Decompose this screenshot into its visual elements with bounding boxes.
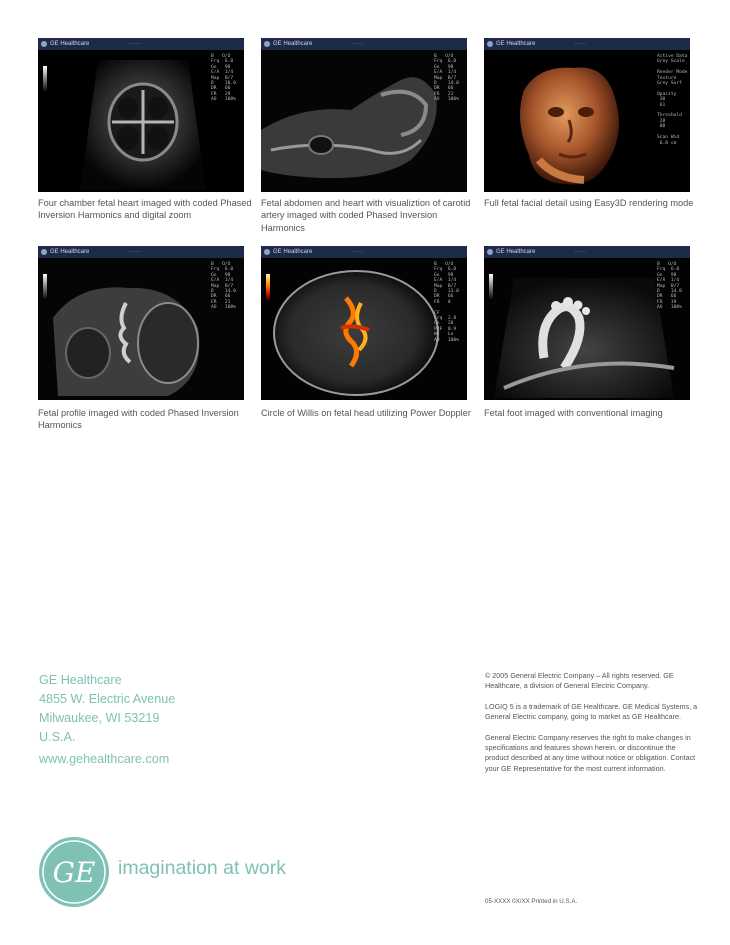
ge-logo-icon bbox=[487, 41, 493, 47]
ultrasound-image-abdomen: GE Healthcare ······· B O/O Frq 6.0 Gn 98 E/A 1/4 Map B/7 D 14.0 DR 66 FR 21 AO 100% bbox=[261, 38, 467, 192]
image-caption: Fetal foot imaged with conventional imaging bbox=[484, 408, 663, 418]
ge-logo-icon bbox=[264, 249, 270, 255]
ge-logo-icon bbox=[41, 41, 47, 47]
trademark-text: LOGIQ 5 is a trademark of GE Healthcare. GE Medical Systems, a General Electric company, going to market as GE Healthcare. bbox=[485, 701, 698, 722]
city-state-zip: Milwaukee, WI 53219 bbox=[39, 711, 160, 725]
ge-logo-icon bbox=[487, 249, 493, 255]
ge-logo-icon bbox=[264, 41, 270, 47]
ultrasound-image-profile: GE Healthcare ······· B O/O Frq 6.0 Gn 98 E/A 1/4 Map B/7 D 14.0 DR 66 FR 21 AO 100% bbox=[38, 246, 244, 400]
website-link[interactable]: www.gehealthcare.com bbox=[39, 752, 170, 766]
ultrasound-image-doppler: GE Healthcare ······· B O/O Frq 6.0 Gn 98 E/A 1/4 Map B/7 D 13.0 DR 66 FR 8 CF Frq 2.8 Gn 20 PRF 0.9 WF Lo AO 100% bbox=[261, 246, 467, 400]
scan-parameters: B O/O Frq 6.0 Gn 98 E/A 1/4 Map B/7 D 10.0 DR 66 FR 29 AO 100% bbox=[211, 54, 236, 103]
scan-parameters: B O/O Frq 6.0 Gn 98 E/A 1/4 Map B/7 D 13.0 DR 66 FR 8 CF Frq 2.8 Gn 20 PRF 0.9 WF Lo AO 100% bbox=[434, 262, 459, 343]
image-caption: Circle of Willis on fetal head utilizing Power Doppler bbox=[261, 408, 471, 418]
grayscale-bar bbox=[489, 274, 493, 300]
ultrasound-image-foot: GE Healthcare ······· B O/O Frq 6.0 Gn 98 E/A 1/4 Map B/7 D 14.0 DR 66 FR 19 AO 100% bbox=[484, 246, 690, 400]
legal-notice bbox=[485, 671, 700, 784]
company-address bbox=[39, 671, 175, 769]
company-name: GE Healthcare bbox=[39, 673, 122, 687]
country: U.S.A. bbox=[39, 730, 76, 744]
scan-parameters: B O/O Frq 6.0 Gn 98 E/A 1/4 Map B/7 D 14.0 DR 66 FR 21 AO 100% bbox=[211, 262, 236, 311]
ultrasound-image-3d-face: GE Healthcare ······· Active Data Grey Scale Render Mode Texture Grey Surf Opacity 30 61 Threshold 28 08 Scan Wid 6.8 cm bbox=[484, 38, 690, 192]
tagline: imagination at work bbox=[118, 857, 286, 879]
ge-monogram-logo bbox=[38, 836, 110, 908]
logo-monogram-text: GE bbox=[52, 856, 96, 889]
image-caption: Fetal abdomen and heart with visualiztion of carotid artery imaged with coded Phased Inversion Harmonics bbox=[261, 198, 471, 233]
ge-logo-icon bbox=[41, 249, 47, 255]
scan-parameters: B O/O Frq 6.0 Gn 98 E/A 1/4 Map B/7 D 14.0 DR 66 FR 21 AO 100% bbox=[434, 54, 459, 103]
grayscale-bar bbox=[43, 274, 47, 300]
image-caption: Fetal profile imaged with coded Phased Inversion Harmonics bbox=[38, 408, 239, 431]
image-header-label: GE Healthcare bbox=[273, 41, 313, 47]
image-header-label: GE Healthcare bbox=[496, 41, 536, 47]
scan-parameters: Active Data Grey Scale Render Mode Texture Grey Surf Opacity 30 61 Threshold 28 08 Scan Wid 6.8 cm bbox=[657, 54, 688, 146]
ultrasound-image-heart: GE Healthcare ······· B O/O Frq 6.0 Gn 98 E/A 1/4 Map B/7 D 10.0 DR 66 FR 29 AO 100% bbox=[38, 38, 244, 192]
street-address: 4855 W. Electric Avenue bbox=[39, 692, 176, 706]
image-caption: Full fetal facial detail using Easy3D rendering mode bbox=[484, 198, 694, 208]
copyright-text: © 2005 General Electric Company – All rights reserved. GE Healthcare, a division of General Electric Company. bbox=[485, 671, 674, 691]
image-header-label: GE Healthcare bbox=[50, 249, 90, 255]
image-header-label: GE Healthcare bbox=[496, 249, 536, 255]
disclaimer-text: General Electric Company reserves the right to make changes in specifications and features shown herein, or discontinue the product described at any time without notice or obligation. Contact your GE Representative for the most current information. bbox=[485, 732, 696, 773]
scan-parameters: B O/O Frq 6.0 Gn 98 E/A 1/4 Map B/7 D 14.0 DR 66 FR 19 AO 100% bbox=[657, 262, 682, 311]
image-caption: Four chamber fetal heart imaged with coded Phased Inversion Harmonics and digital zoom bbox=[38, 198, 252, 221]
image-header-label: GE Healthcare bbox=[50, 41, 90, 47]
grayscale-bar bbox=[43, 66, 47, 92]
power-doppler-color-bar bbox=[266, 274, 270, 300]
print-code: 05-XXXX 0X/XX Printed in U.S.A. bbox=[485, 898, 578, 905]
image-header-label: GE Healthcare bbox=[273, 249, 313, 255]
